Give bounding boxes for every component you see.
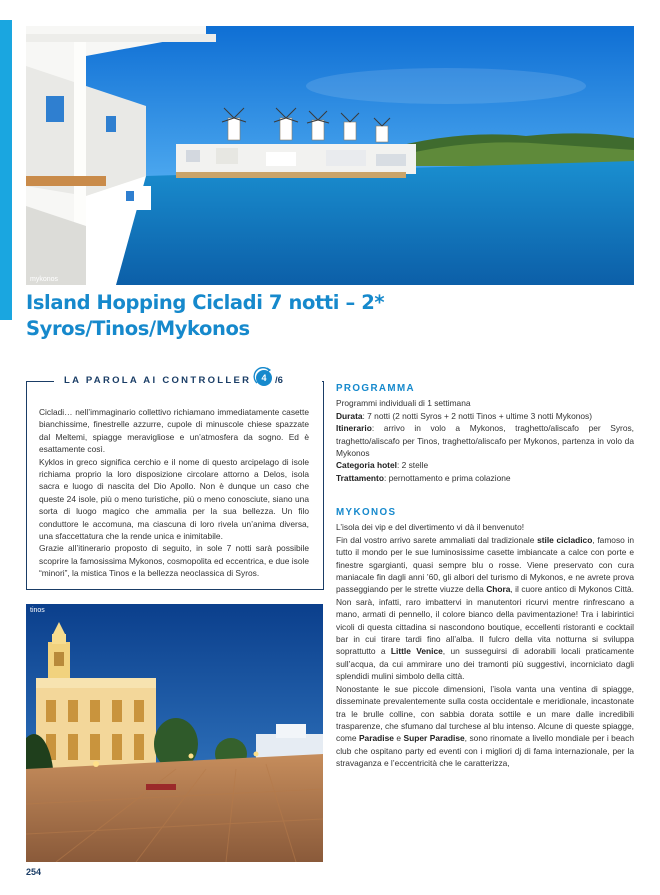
text-run: Fin dal vostro arrivo sarete ammaliati dal tradizionale	[336, 534, 538, 545]
mykonos-paragraph-1: L’isola dei vip e del divertimento vi dà il benvenuto!	[336, 522, 525, 533]
durata-value: : 7 notti (2 notti Syros + 2 notti Tinos + ultime 3 notti Mykonos)	[362, 410, 593, 421]
programma-trattamento	[336, 472, 634, 484]
programma-categoria	[336, 459, 634, 471]
mykonos-paragraph-2	[336, 534, 634, 683]
controller-paragraph: Grazie all’itinerario proposto di seguito, in sole 7 notti sarà possibile scoprire la famosissima Mykonos, cosmopolita ed eccentrica, e due isole “minori”, la mistica Tinos e la bellezza neoclassica di Syros.	[39, 543, 309, 579]
mykonos-heading: MYKONOS	[336, 507, 397, 518]
controller-rating-total: /6	[275, 375, 283, 386]
controller-label: LA PAROLA AI CONTROLLER	[64, 375, 252, 386]
programma-section	[336, 383, 634, 484]
text-run: , sono rinomate a livello mondiale per i beach club che ospitano party ed eventi con i migliori dj di fama internazionale, per la stravaganza e l’eccentricità che le caratterizza,	[336, 733, 635, 769]
categoria-label: Categoria hotel	[336, 460, 397, 471]
tinos-photo-caption: tinos	[30, 607, 45, 614]
programma-durata	[336, 410, 634, 422]
controller-text	[39, 406, 309, 580]
itinerario-value: : arrivo in volo a Mykonos, traghetto/aliscafo per Syros, traghetto/aliscafo per Tinos, traghetto/aliscafo per Mykonos, partenza in volo da Mykonos	[336, 423, 634, 459]
header-rule-left	[26, 381, 54, 382]
title-line-1: Island Hopping Cicladi 7 notti – 2*	[26, 291, 385, 314]
text-run: Nonostante le sue piccole dimensioni, l’isola vanta una ventina di spiagge, disseminate prevalentemente sulla costa occidentale e meridionale, incastonate tra le brulle colline, con sabbia dorata sottile e un mare dalle incredibili trasparenze, che sfumano dal turchese al blu intenso. Alcune di queste spiagge, come	[336, 683, 634, 744]
text-run: e	[393, 733, 404, 744]
controller-paragraph: Kyklos in greco significa cerchio e il nome di questo arcipelago di isole richiama proprio la loro disposizione circolare attorno a Delos, isola sacra e luogo di nascita del Dio Apollo. Non è dunque un caso che queste 24 isole, più o meno turistiche, più o meno conosciute, siano una sorta di luogo magico che ammalia per la sua bellezza. Un filo conduttore le accomuna, ma ciascuna di loro rivela un’anima diversa, una sfaccettatura che la rende unica e inimitabile.	[39, 456, 309, 542]
hero-photo-mykonos	[26, 26, 634, 285]
controller-paragraph: Cicladi… nell’immaginario collettivo richiamano immediatamente casette bianchissime, finestrelle azzurre, cupole di minuscole chiese spazzate dal Meltemi, spiagge meravigliose e un’atmosfera da sogno. Ed è esattamente così.	[39, 407, 309, 455]
title-line-2: Syros/Tinos/Mykonos	[26, 317, 250, 340]
page-number: 254	[26, 867, 42, 877]
tinos-photo	[26, 604, 323, 862]
categoria-value: : 2 stelle	[396, 460, 429, 471]
highlight-little-venice: Little Venice	[390, 646, 443, 657]
mykonos-paragraph-3	[336, 683, 634, 770]
header-rule-right	[322, 381, 324, 382]
programma-intro: Programmi individuali di 1 settimana	[336, 398, 471, 409]
highlight-super-paradise: Super Paradise	[403, 733, 465, 744]
mykonos-harbor-illustration	[26, 26, 634, 285]
text-run: , famoso in tutto il mondo per le sue luminosissime casette imbiancate a calce con porte e finestre sgargianti, quasi sempre blu o rosse. Viene preservato con cura maniacale fin dagli anni ’60, gli albori del turismo di Mykonos, e ne avrete prova passeggiando per le strette viuzze della	[336, 534, 634, 595]
controller-box-header	[26, 375, 324, 389]
durata-label: Durata	[336, 410, 363, 421]
itinerario-label: Itinerario	[336, 423, 372, 434]
trattamento-label: Trattamento	[336, 472, 384, 483]
text-run: , il cuore antico di Mykonos Città. Non sarà, infatti, raro imbattervi in manutentori ricurvi mentre rinfrescano a mano, armati di pennello, il colore bianco della pavimentazione! Tra i labirintici vicoli di questa cittadina si nascondono boutique, eccellenti ristoranti e cocktail bar in cui tirare tardi fino all’alba. Il fulcro della vita notturna si sviluppa soprattutto a	[336, 584, 635, 657]
programma-itinerario	[336, 422, 634, 459]
mykonos-section	[336, 507, 634, 770]
programma-heading: PROGRAMMA	[336, 383, 415, 394]
page-edge-accent-bar	[0, 20, 12, 320]
highlight-stile-cicladico: stile cicladico	[537, 534, 593, 545]
tinos-church-illustration	[26, 604, 323, 862]
highlight-paradise: Paradise	[358, 733, 394, 744]
highlight-chora: Chora	[486, 584, 511, 595]
controller-rating-badge: 4	[256, 370, 272, 386]
hero-photo-caption: mykonos	[30, 276, 59, 283]
page-title	[26, 290, 634, 342]
text-run: , un susseguirsi di adorabili locali praticamente sull’acqua, da cui ammirare uno dei tramonti più suggestivi, incorniciato dagli splendidi mulini simbolo della città.	[336, 646, 635, 682]
trattamento-value: : pernottamento e prima colazione	[383, 472, 511, 483]
